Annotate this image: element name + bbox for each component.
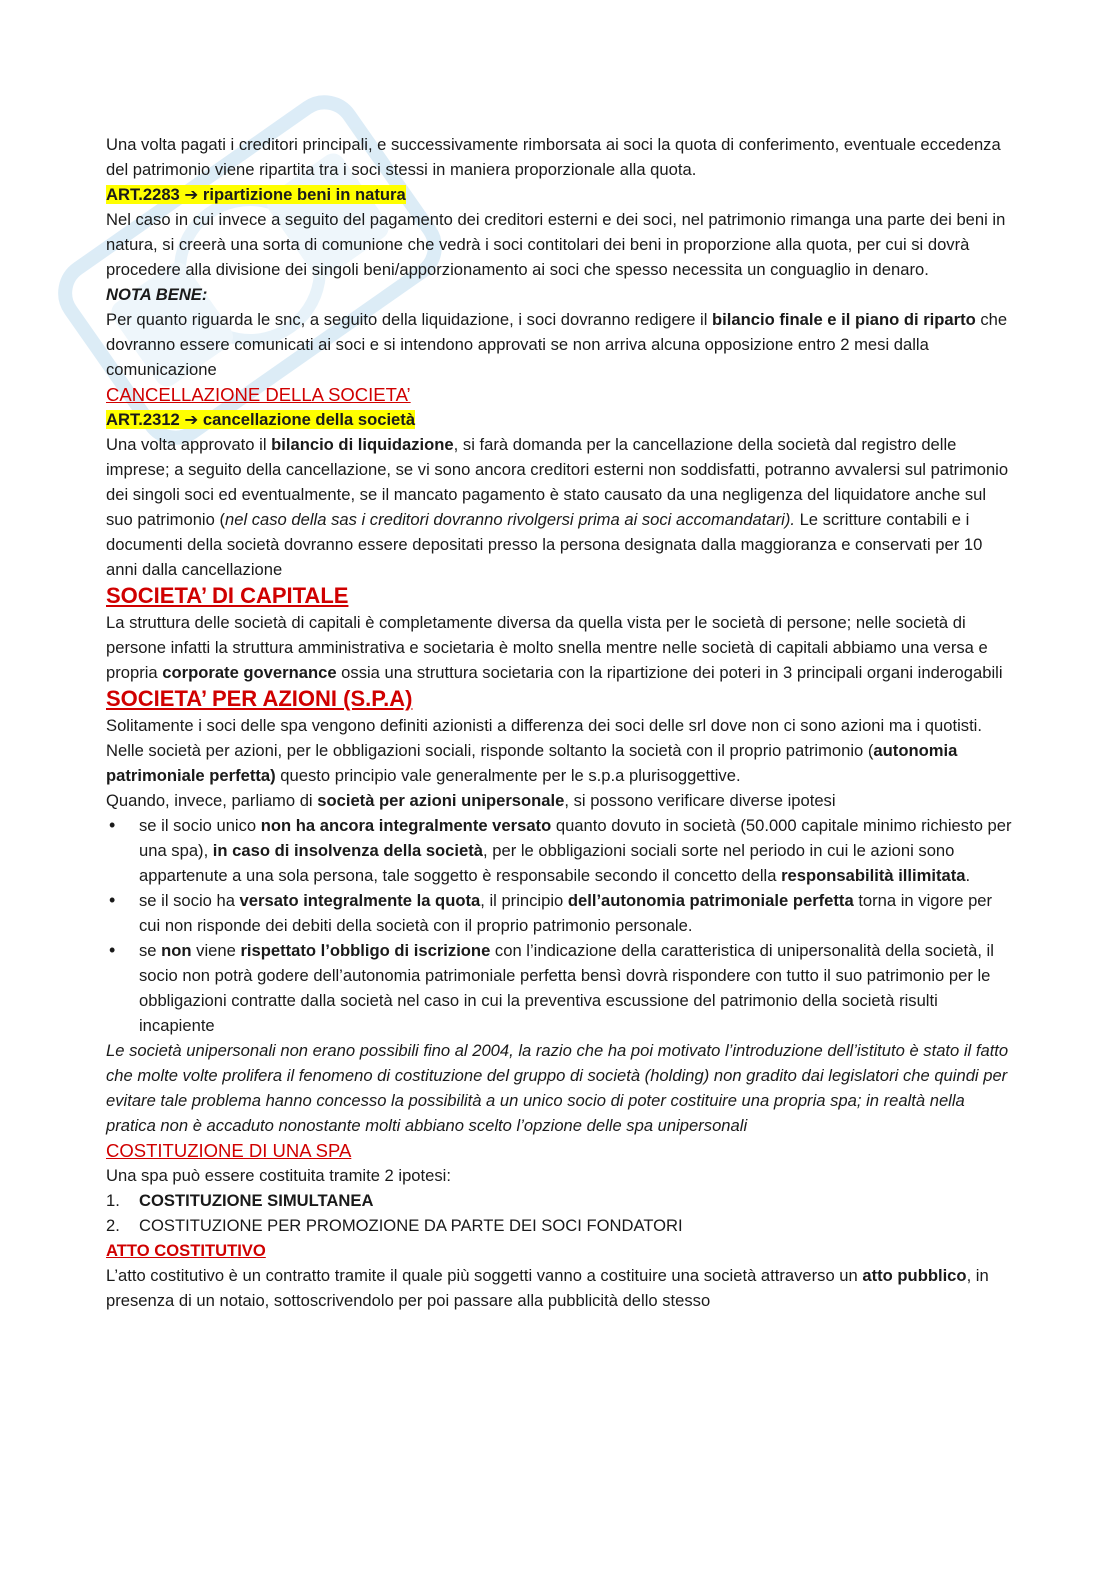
- section-title-atto-costitutivo: ATTO COSTITUTIVO: [106, 1241, 266, 1260]
- paragraph-beni-natura: Nel caso in cui invece a seguito del pagamento dei creditori esterni e dei soci, nel patrimonio rimanga una parte dei beni in natura, si creerà una sorta di comunione che vedrà i soci contitolari dei beni in proporzione alla quota, per cui si dovrà procedere alla divisione dei singoli beni/apporzionamento ai soci che spesso necessita un conguaglio in denaro.: [106, 210, 1006, 279]
- section-title-spa: SOCIETA’ PER AZIONI (S.P.A): [106, 686, 413, 711]
- paragraph-snc-liquidazione: Per quanto riguarda le snc, a seguito della liquidazione, i soci dovranno redigere il bilancio finale e il piano di riparto che dovranno essere comunicati ai soci e si intendono approvati se non arriva alcuna opposizione entro 2 mesi dalla comunicazione: [106, 310, 1008, 379]
- list-item: 2. COSTITUZIONE PER PROMOZIONE DA PARTE DEI SOCI FONDATORI: [106, 1216, 683, 1235]
- section-title-costituzione: COSTITUZIONE DI UNA SPA: [106, 1140, 352, 1161]
- paragraph-atto-costitutivo: L’atto costitutivo è un contratto tramite il quale più soggetti vanno a costituire una società attraverso un atto pubblico, in presenza di un notaio, sottoscrivendolo per poi passare alla pubblicità dello stesso: [106, 1266, 989, 1310]
- paragraph-cancellazione: Una volta approvato il bilancio di liquidazione, si farà domanda per la cancellazione della società dal registro delle imprese; a seguito della cancellazione, se vi sono ancora creditori esterni non soddisfatti, potranno avvalersi sul patrimonio dei singoli soci ed eventualmente, se il mancato pagamento è stato causato da una negligenza del liquidatore anche sul suo patrimonio (nel caso della sas i creditori dovranno rivolgersi prima ai soci accomandatari). Le scritture contabili e i documenti della società dovranno essere depositati presso la persona designata dalla maggioranza e conservati per 10 anni dalla cancellazione: [106, 435, 1009, 579]
- paragraph-unipersonali-note: Le società unipersonali non erano possibili fino al 2004, la razio che ha poi motivato l’introduzione dell’istituto è stato il fatto che molte volte prolifera il fenomeno di costituzione del gruppo di società (holding) non gradito dai legislatori che quindi per evitare tale problema hanno concesso la possibilità a un unico socio di poter costituire una propria spa; in realtà nella pratica non è accaduto nonostante molti abbiano scelto l’opzione delle spa unipersonali: [106, 1041, 1009, 1135]
- article-2283-label: ART.2283 ➔ ripartizione beni in natura: [106, 185, 406, 204]
- document-page: [106, 132, 1012, 1313]
- list-item: • se il socio ha versato integralmente la quota, il principio dell’autonomia patrimoniale perfetta torna in vigore per cui non risponde dei debiti della società con il proprio patrimonio personale.: [106, 888, 1012, 938]
- nota-bene-label: NOTA BENE:: [106, 285, 208, 304]
- paragraph-unipersonale: Quando, invece, parliamo di società per azioni unipersonale, si possono verificare diverse ipotesi: [106, 791, 836, 810]
- paragraph-ipotesi: Una spa può essere costituita tramite 2 ipotesi:: [106, 1166, 451, 1185]
- section-title-cancellazione: CANCELLAZIONE DELLA SOCIETA’: [106, 384, 411, 405]
- paragraph-rimborso: Una volta pagati i creditori principali, e successivamente rimborsata ai soci la quota di conferimento, eventuale eccedenza del patrimonio viene ripartita tra i soci stessi in maniera proporzionale alla quota.: [106, 135, 1001, 179]
- paragraph-autonomia: Nelle società per azioni, per le obbligazioni sociali, risponde soltanto la società con il proprio patrimonio (autonomia patrimoniale perfetta) questo principio vale generalmente per le s.p.a plurisoggettive.: [106, 741, 958, 785]
- numbered-list-costituzione: [106, 1188, 1012, 1238]
- paragraph-azionisti: Solitamente i soci delle spa vengono definiti azionisti a differenza dei soci delle srl dove non ci sono azioni ma i quotisti.: [106, 716, 982, 735]
- article-2312-label: ART.2312 ➔ cancellazione della società: [106, 410, 416, 429]
- list-item: • se il socio unico non ha ancora integralmente versato quanto dovuto in società (50.000 capitale minimo richiesto per una spa), in caso di insolvenza della società, per le obbligazioni sociali sorte nel periodo in cui le azioni sono appartenute a una sola persona, tale soggetto è responsabile secondo il concetto della responsabilità illimitata.: [106, 813, 1012, 888]
- bullet-list-ipotesi: [106, 813, 1012, 1038]
- list-item: 1. COSTITUZIONE SIMULTANEA: [106, 1191, 374, 1210]
- article-2312-heading: [106, 407, 1012, 432]
- section-title-societa-capitale: SOCIETA’ DI CAPITALE: [106, 583, 349, 608]
- paragraph-struttura-capitali: La struttura delle società di capitali è completamente diversa da quella vista per le società di persone; nelle società di persone infatti la struttura amministrativa e societaria è molto snella mentre nelle società di capitali abbiamo una versa e propria corporate governance ossia una struttura societaria con la ripartizione dei poteri in 3 principali organi inderogabili: [106, 613, 1003, 682]
- list-item: • se non viene rispettato l’obbligo di iscrizione con l’indicazione della caratteristica di unipersonalità della società, il socio non potrà godere dell’autonomia patrimoniale perfetta bensì dovrà rispondere con tutto il suo patrimonio per le obbligazioni contratte dalla società nel caso in cui la preventiva escussione del patrimonio della società risulti incapiente: [106, 938, 1012, 1038]
- article-2283-heading: [106, 182, 1012, 207]
